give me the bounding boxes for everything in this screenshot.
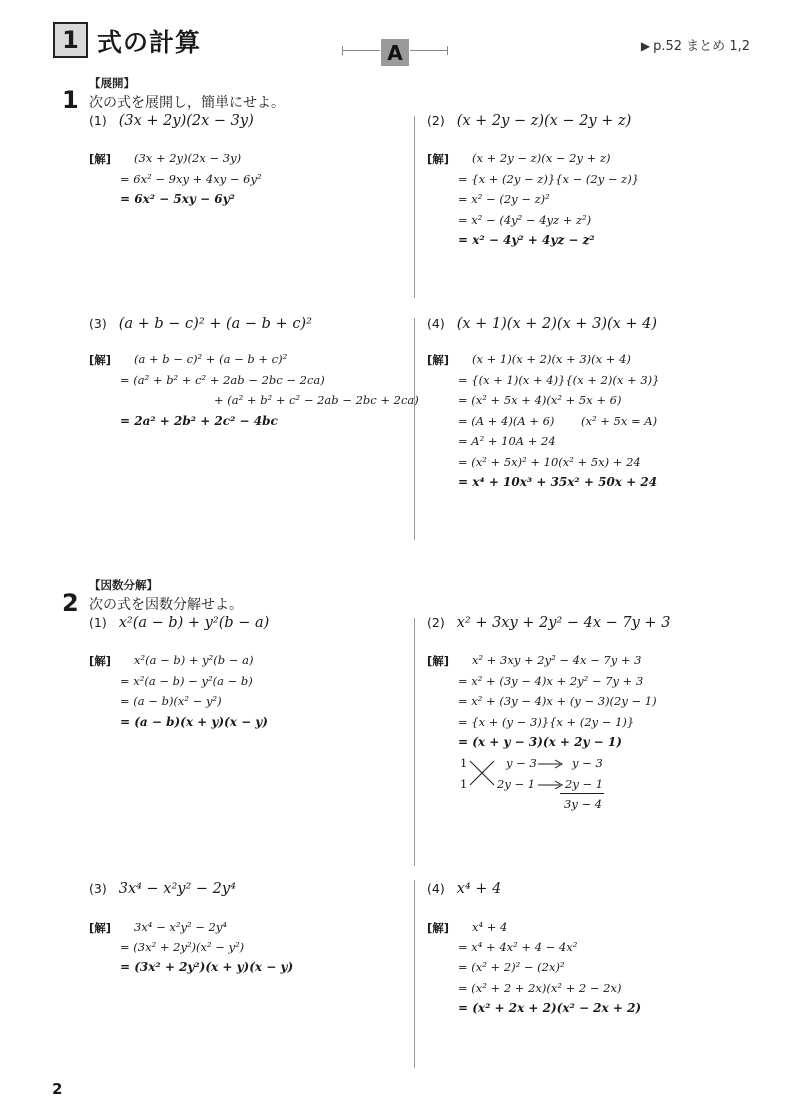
level-badge: A — [381, 39, 409, 66]
solution-answer: = x² − 4y² + 4yz − z² — [458, 233, 595, 247]
problem-label: (4) x⁴ + 4 — [427, 881, 502, 897]
solution-line: = x² + (3y − 4)x + 2y² − 7y + 3 — [458, 674, 644, 688]
solution-line: (a + b − c)² + (a − b + c)² — [134, 352, 288, 366]
solution-label: [解] — [427, 654, 450, 668]
column-divider — [414, 880, 415, 1068]
solution-label: [解] — [89, 654, 112, 668]
cross-sum: 3y − 4 — [564, 797, 603, 811]
cross-mid-bottom: 2y − 1 — [497, 777, 536, 791]
chapter-number-box — [53, 22, 88, 58]
problem-label: (1) x²(a − b) + y²(b − a) — [89, 615, 270, 631]
solution-line: = (A + 4)(A + 6) — [458, 414, 555, 428]
chapter-number: 1 — [62, 26, 79, 54]
solution-line: (x + 1)(x + 2)(x + 3)(x + 4) — [472, 352, 631, 366]
section-tag: 【因数分解】 — [89, 578, 158, 592]
solution-line: 3x⁴ − x²y² − 2y⁴ — [134, 920, 227, 934]
cross-coef-bottom: 1 — [460, 777, 468, 791]
solution-label: [解] — [427, 353, 450, 367]
solution-line: = (3x² + 2y²)(x² − y²) — [120, 940, 245, 954]
solution-line: = (x² + 5x + 4)(x² + 5x + 6) — [458, 393, 622, 407]
problem-label: (3) 3x⁴ − x²y² − 2y⁴ — [89, 881, 236, 897]
solution-note: (x² + 5x = A) — [581, 414, 658, 428]
problem-label: (2) (x + 2y − z)(x − 2y + z) — [427, 113, 632, 129]
solution-line: = (a − b)(x² − y²) — [120, 694, 222, 708]
column-divider — [414, 116, 415, 298]
solution-line: = 6x² − 9xy + 4xy − 6y² — [120, 172, 262, 186]
solution-line: = x⁴ + 4x² + 4 − 4x² — [458, 940, 578, 954]
solution-answer: = x⁴ + 10x³ + 35x² + 50x + 24 — [458, 475, 658, 489]
solution-line: = (x² + 5x)² + 10(x² + 5x) + 24 — [458, 455, 641, 469]
problem-label: (4) (x + 1)(x + 2)(x + 3)(x + 4) — [427, 316, 658, 332]
solution-line: = {(x + 1)(x + 4)}{(x + 2)(x + 3)} — [458, 373, 660, 387]
solution-line: = A² + 10A + 24 — [458, 434, 556, 448]
solution-line: (x + 2y − z)(x − 2y + z) — [472, 151, 611, 165]
right-triangle-icon: ▶ — [640, 39, 651, 53]
solution-line: = (x² + 2)² − (2x)² — [458, 960, 565, 974]
solution-line: = {x + (y − 3)}{x + (2y − 1)} — [458, 715, 635, 729]
solution-line: = (a² + b² + c² + 2ab − 2bc − 2ca) — [120, 373, 325, 387]
problem-label: (2) x² + 3xy + 2y² − 4x − 7y + 3 — [427, 615, 671, 631]
solution-label: [解] — [89, 353, 112, 367]
solution-answer: = (a − b)(x + y)(x − y) — [120, 715, 268, 729]
solution-line: = (x² + 2 + 2x)(x² + 2 − 2x) — [458, 981, 622, 995]
chapter-title: 式の計算 — [97, 28, 202, 57]
cross-lines — [467, 758, 497, 788]
cross-mid-top: y − 3 — [506, 756, 537, 770]
solution-line: x⁴ + 4 — [472, 920, 508, 934]
solution-label: [解] — [89, 921, 112, 935]
reference — [641, 35, 750, 54]
solution-line: = x² − (2y − z)² — [458, 192, 550, 206]
solution-answer: = 6x² − 5xy − 6y² — [120, 192, 235, 206]
section-number: 2 — [62, 589, 79, 617]
section-tag: 【展開】 — [89, 76, 135, 90]
problem-label: (1) (3x + 2y)(2x − 3y) — [89, 113, 254, 129]
solution-label: [解] — [427, 152, 450, 166]
solution-label: [解] — [427, 921, 450, 935]
level-rule-left — [342, 50, 380, 51]
page-number: 2 — [52, 1080, 63, 1098]
solution-answer: = (3x² + 2y²)(x + y)(x − y) — [120, 960, 294, 974]
section-instruction: 次の式を展開し，簡単にせよ。 — [89, 95, 285, 111]
solution-line: x² + 3xy + 2y² − 4x − 7y + 3 — [472, 653, 642, 667]
solution-label: [解] — [89, 152, 112, 166]
column-divider — [414, 318, 415, 540]
solution-answer: = (x + y − 3)(x + 2y − 1) — [458, 735, 622, 749]
arrow-right-icon — [538, 758, 566, 770]
solution-line: (3x + 2y)(2x − 3y) — [134, 151, 242, 165]
solution-answer: = 2a² + 2b² + 2c² − 4bc — [120, 414, 278, 428]
level-rule-right — [410, 50, 448, 51]
solution-line: = x² + (3y − 4)x + (y − 3)(2y − 1) — [458, 694, 657, 708]
solution-answer: = (x² + 2x + 2)(x² − 2x + 2) — [458, 1001, 642, 1015]
solution-line: x²(a − b) + y²(b − a) — [134, 653, 254, 667]
cross-coef-top: 1 — [460, 756, 468, 770]
solution-line: + (a² + b² + c² − 2ab − 2bc + 2ca) — [214, 393, 419, 407]
cross-product-top: y − 3 — [572, 756, 603, 770]
problem-label: (3) (a + b − c)² + (a − b + c)² — [89, 316, 312, 332]
arrow-right-icon — [538, 779, 566, 791]
cross-product-bottom: 2y − 1 — [565, 777, 604, 791]
reference-text: p.52 まとめ 1,2 — [653, 39, 750, 54]
level-tick-left — [342, 46, 343, 55]
section-instruction: 次の式を因数分解せよ。 — [89, 597, 243, 613]
solution-line: = x²(a − b) − y²(a − b) — [120, 674, 253, 688]
level-tick-right — [447, 46, 448, 55]
sum-rule — [560, 793, 604, 794]
column-divider — [414, 618, 415, 866]
section-number: 1 — [62, 86, 79, 114]
solution-line: = x² − (4y² − 4yz + z²) — [458, 213, 592, 227]
solution-line: = {x + (2y − z)}{x − (2y − z)} — [458, 172, 640, 186]
